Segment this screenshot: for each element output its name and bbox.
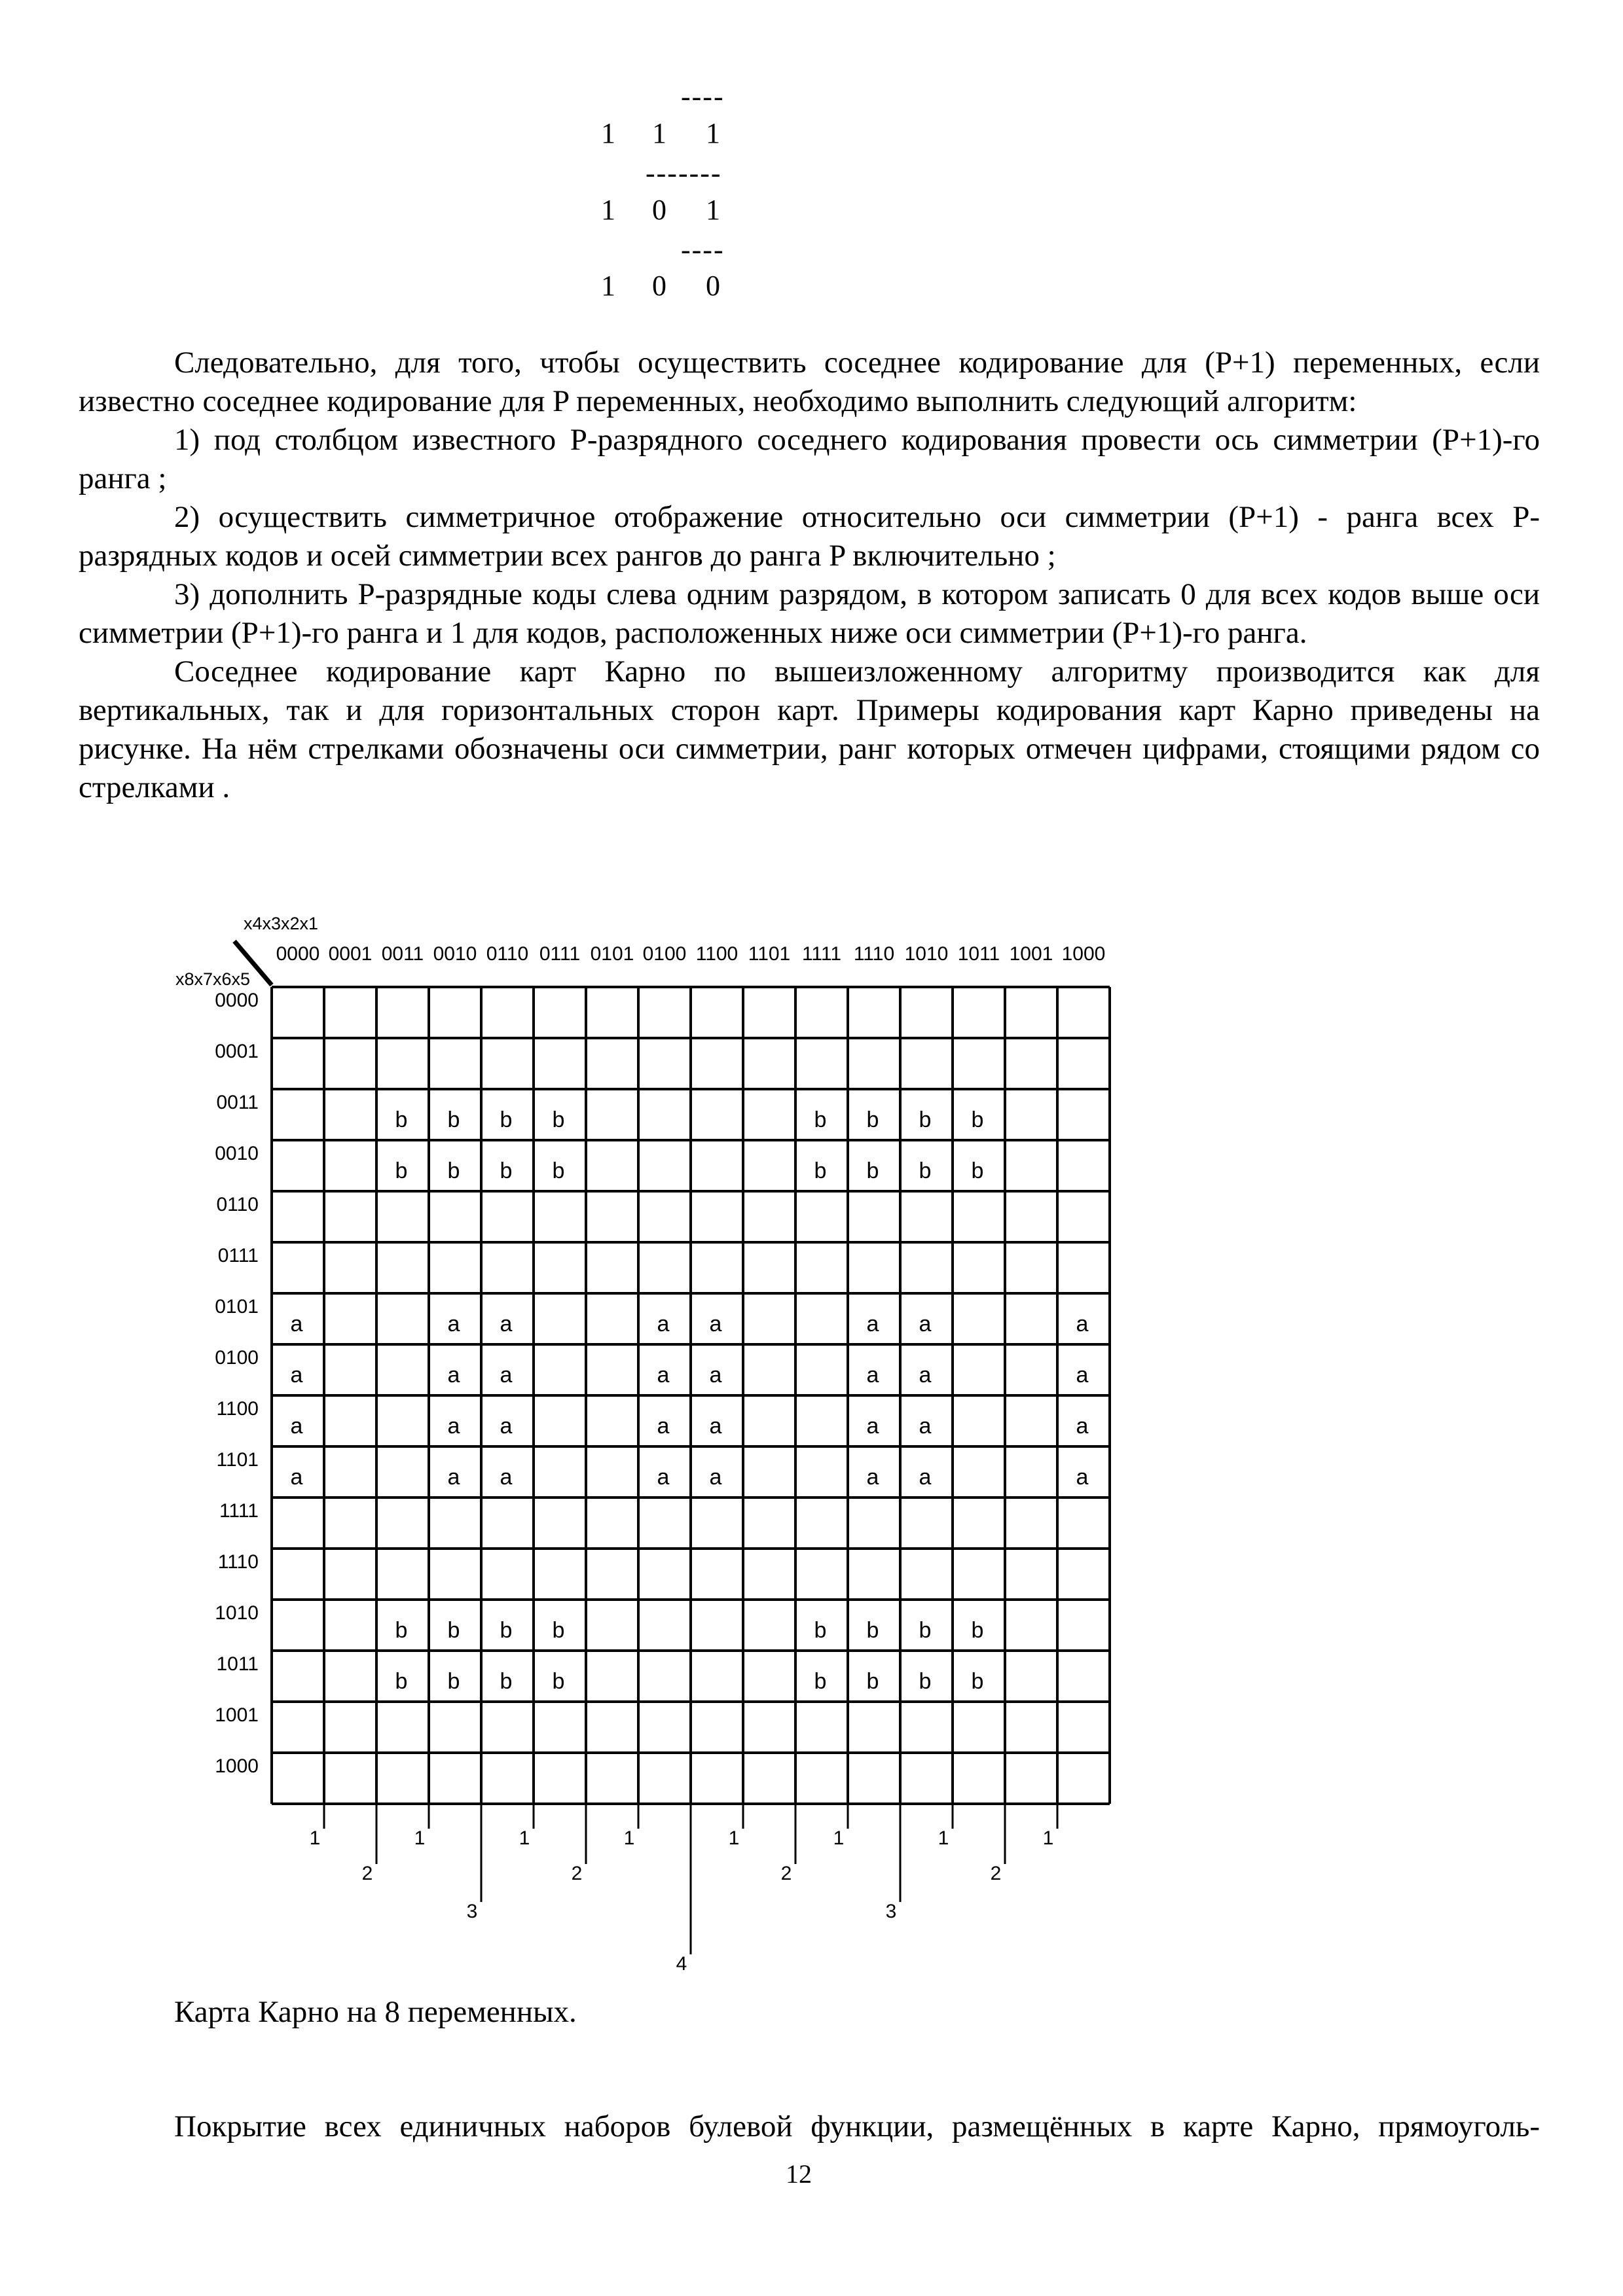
cell-mark-b: b <box>971 1669 984 1694</box>
cell-mark-a: a <box>866 1414 879 1439</box>
cell-mark-a: a <box>447 1312 460 1336</box>
column-header: 1001 <box>1009 943 1053 965</box>
row-header: 0100 <box>215 1347 259 1369</box>
cell-mark-a: a <box>919 1312 932 1336</box>
cell-mark-a: a <box>447 1465 460 1490</box>
cell-mark-b: b <box>919 1618 932 1643</box>
continuation-text: Покрытие всех единичных наборов булевой функции, размещённых в карте Карно, прямоуголь- <box>174 2109 1540 2144</box>
cell-mark-b: b <box>866 1158 879 1183</box>
cell-mark-b: b <box>552 1158 565 1183</box>
cell-mark-b: b <box>971 1107 984 1132</box>
cell-mark-b: b <box>971 1618 984 1643</box>
cell-mark-a: a <box>709 1312 722 1336</box>
row-header: 1010 <box>215 1602 259 1624</box>
cell-mark-a: a <box>1076 1312 1089 1336</box>
row-header: 0010 <box>215 1143 259 1164</box>
page-number: 12 <box>786 2159 812 2189</box>
cell-mark-b: b <box>395 1618 408 1643</box>
cell-mark-a: a <box>500 1312 513 1336</box>
symmetry-axis-rank: 2 <box>361 1863 373 1884</box>
figure-caption: Карта Карно на 8 переменных. <box>174 1995 577 2029</box>
cell-mark-a: a <box>500 1465 513 1490</box>
gray-dash: ---- <box>681 234 725 266</box>
gray-digit: 1 <box>601 194 615 226</box>
cell-mark-b: b <box>500 1669 513 1694</box>
cell-mark-b: b <box>552 1669 565 1694</box>
gray-digit: 1 <box>706 194 720 226</box>
symmetry-axis-rank: 1 <box>833 1827 845 1849</box>
cell-mark-b: b <box>866 1107 879 1132</box>
cell-mark-b: b <box>395 1107 408 1132</box>
cell-mark-b: b <box>500 1618 513 1643</box>
cell-mark-a: a <box>709 1363 722 1388</box>
row-header: 0111 <box>217 1245 259 1266</box>
cell-mark-a: a <box>290 1312 303 1336</box>
cell-mark-b: b <box>919 1158 932 1183</box>
cell-mark-b: b <box>814 1618 827 1643</box>
cell-mark-a: a <box>500 1363 513 1388</box>
symmetry-axis-rank: 1 <box>938 1827 949 1849</box>
row-header: 0101 <box>215 1296 259 1318</box>
cell-mark-b: b <box>866 1618 879 1643</box>
cell-mark-b: b <box>447 1107 460 1132</box>
paragraph-step-3: 3) дополнить P-разрядные коды слева одним разрядом, в котором записать 0 для всех кодов выше оси симметрии (P+1)-го ранга и 1 для кодов, расположенных ниже оси симметрии (P+1)-го ранга. <box>79 577 1540 650</box>
column-header: 0100 <box>642 943 687 965</box>
gray-digit: 1 <box>706 117 720 149</box>
symmetry-axis-rank: 2 <box>780 1863 792 1884</box>
cell-mark-a: a <box>919 1363 932 1388</box>
gray-digit: 1 <box>601 117 615 149</box>
symmetry-axis-rank: 1 <box>728 1827 740 1849</box>
cell-mark-b: b <box>814 1158 827 1183</box>
cell-mark-b: b <box>866 1669 879 1694</box>
column-header: 0101 <box>590 943 634 965</box>
row-header: 1011 <box>216 1653 259 1675</box>
symmetry-axis-rank: 1 <box>414 1827 426 1849</box>
symmetry-axis-rank: 1 <box>623 1827 635 1849</box>
column-header: 0110 <box>486 943 529 965</box>
cell-mark-b: b <box>971 1158 984 1183</box>
cell-mark-a: a <box>447 1363 460 1388</box>
cell-mark-a: a <box>1076 1414 1089 1439</box>
symmetry-axis-rank: 2 <box>571 1863 583 1884</box>
cell-mark-b: b <box>395 1158 408 1183</box>
cell-mark-a: a <box>657 1414 670 1439</box>
gray-digit: 1 <box>601 270 615 302</box>
column-header: 0001 <box>328 943 373 965</box>
column-header: 0000 <box>276 943 320 965</box>
cell-mark-a: a <box>657 1312 670 1336</box>
paragraph-step-2: 2) осуществить симметричное отображение относительно оси симметрии (P+1) - ранга всех P-разрядных кодов и осей симметрии всех рангов до ранга P включительно ; <box>79 500 1540 573</box>
cell-mark-a: a <box>657 1465 670 1490</box>
column-header: 1100 <box>695 943 739 965</box>
cell-mark-a: a <box>709 1414 722 1439</box>
cell-mark-b: b <box>447 1158 460 1183</box>
row-header: 1101 <box>216 1449 259 1471</box>
cell-mark-a: a <box>447 1414 460 1439</box>
column-header: 1101 <box>748 943 791 965</box>
column-header: 0010 <box>433 943 477 965</box>
cell-mark-a: a <box>866 1465 879 1490</box>
row-header: 0001 <box>215 1041 259 1062</box>
row-header: 1100 <box>216 1398 259 1420</box>
symmetry-axis-rank: 2 <box>990 1863 1002 1884</box>
cell-mark-a: a <box>866 1312 879 1336</box>
paragraph-karnaugh: Соседнее кодирование карт Карно по вышеизложенному алгоритму производится как для вертикальных, так и для горизонтальных сторон карт. Примеры кодирования карт Карно приведены на рисунке. На нём стрелками обозначены оси симметрии, ранг которых отмечен цифрами, стоящими рядом со стрелками . <box>79 655 1540 804</box>
cell-mark-a: a <box>657 1363 670 1388</box>
gray-dash: ------- <box>646 157 722 189</box>
cell-mark-b: b <box>500 1107 513 1132</box>
cell-mark-a: a <box>919 1465 932 1490</box>
cell-mark-b: b <box>447 1618 460 1643</box>
symmetry-axis-rank: 1 <box>309 1827 321 1849</box>
symmetry-axis-rank: 3 <box>466 1901 478 1922</box>
top-variable-label: x4x3x2x1 <box>244 914 319 933</box>
row-header: 1000 <box>215 1755 259 1777</box>
cell-mark-a: a <box>500 1414 513 1439</box>
cell-mark-b: b <box>814 1669 827 1694</box>
paragraph-intro: Следовательно, для того, чтобы осуществить соседнее кодирование для (P+1) переменных, если известно соседнее кодирование для P переменных, необходимо выполнить следующий алгоритм: <box>79 346 1540 418</box>
column-header: 1011 <box>957 943 1000 965</box>
column-header: 0011 <box>381 943 424 965</box>
cell-mark-a: a <box>866 1363 879 1388</box>
cell-mark-a: a <box>1076 1465 1089 1490</box>
cell-mark-b: b <box>500 1158 513 1183</box>
row-header: 0000 <box>215 990 259 1011</box>
cell-mark-b: b <box>814 1107 827 1132</box>
cell-mark-a: a <box>709 1465 722 1490</box>
cell-mark-a: a <box>290 1465 303 1490</box>
row-header: 1001 <box>215 1704 259 1726</box>
symmetry-axis-rank: 1 <box>519 1827 530 1849</box>
gray-digit: 0 <box>652 194 666 226</box>
cell-mark-a: a <box>290 1363 303 1388</box>
row-header: 1110 <box>217 1551 259 1573</box>
gray-digit: 1 <box>652 117 666 149</box>
left-variable-label: x8x7x6x5 <box>175 969 251 989</box>
gray-dash: ---- <box>681 81 725 113</box>
cell-mark-b: b <box>395 1669 408 1694</box>
row-header: 0011 <box>216 1092 259 1113</box>
column-header: 1000 <box>1061 943 1106 965</box>
cell-mark-a: a <box>1076 1363 1089 1388</box>
row-header: 0110 <box>216 1194 259 1215</box>
symmetry-axis-rank: 3 <box>885 1901 897 1922</box>
row-header: 1111 <box>219 1500 259 1522</box>
column-header: 0111 <box>539 943 581 965</box>
column-header: 1110 <box>853 943 895 965</box>
cell-mark-b: b <box>447 1669 460 1694</box>
cell-mark-b: b <box>552 1618 565 1643</box>
symmetry-axis-rank: 4 <box>676 1953 687 1975</box>
column-header: 1111 <box>801 943 842 965</box>
cell-mark-b: b <box>919 1107 932 1132</box>
gray-digit: 0 <box>706 270 720 302</box>
symmetry-axis-rank: 1 <box>1042 1827 1054 1849</box>
cell-mark-a: a <box>919 1414 932 1439</box>
cell-mark-a: a <box>290 1414 303 1439</box>
cell-mark-b: b <box>552 1107 565 1132</box>
gray-digit: 0 <box>652 270 666 302</box>
cell-mark-b: b <box>919 1669 932 1694</box>
paragraph-step-1: 1) под столбцом известного P-разрядного соседнего кодирования провести ось симметрии (P+1)-го ранга ; <box>79 423 1540 495</box>
column-header: 1010 <box>904 943 949 965</box>
